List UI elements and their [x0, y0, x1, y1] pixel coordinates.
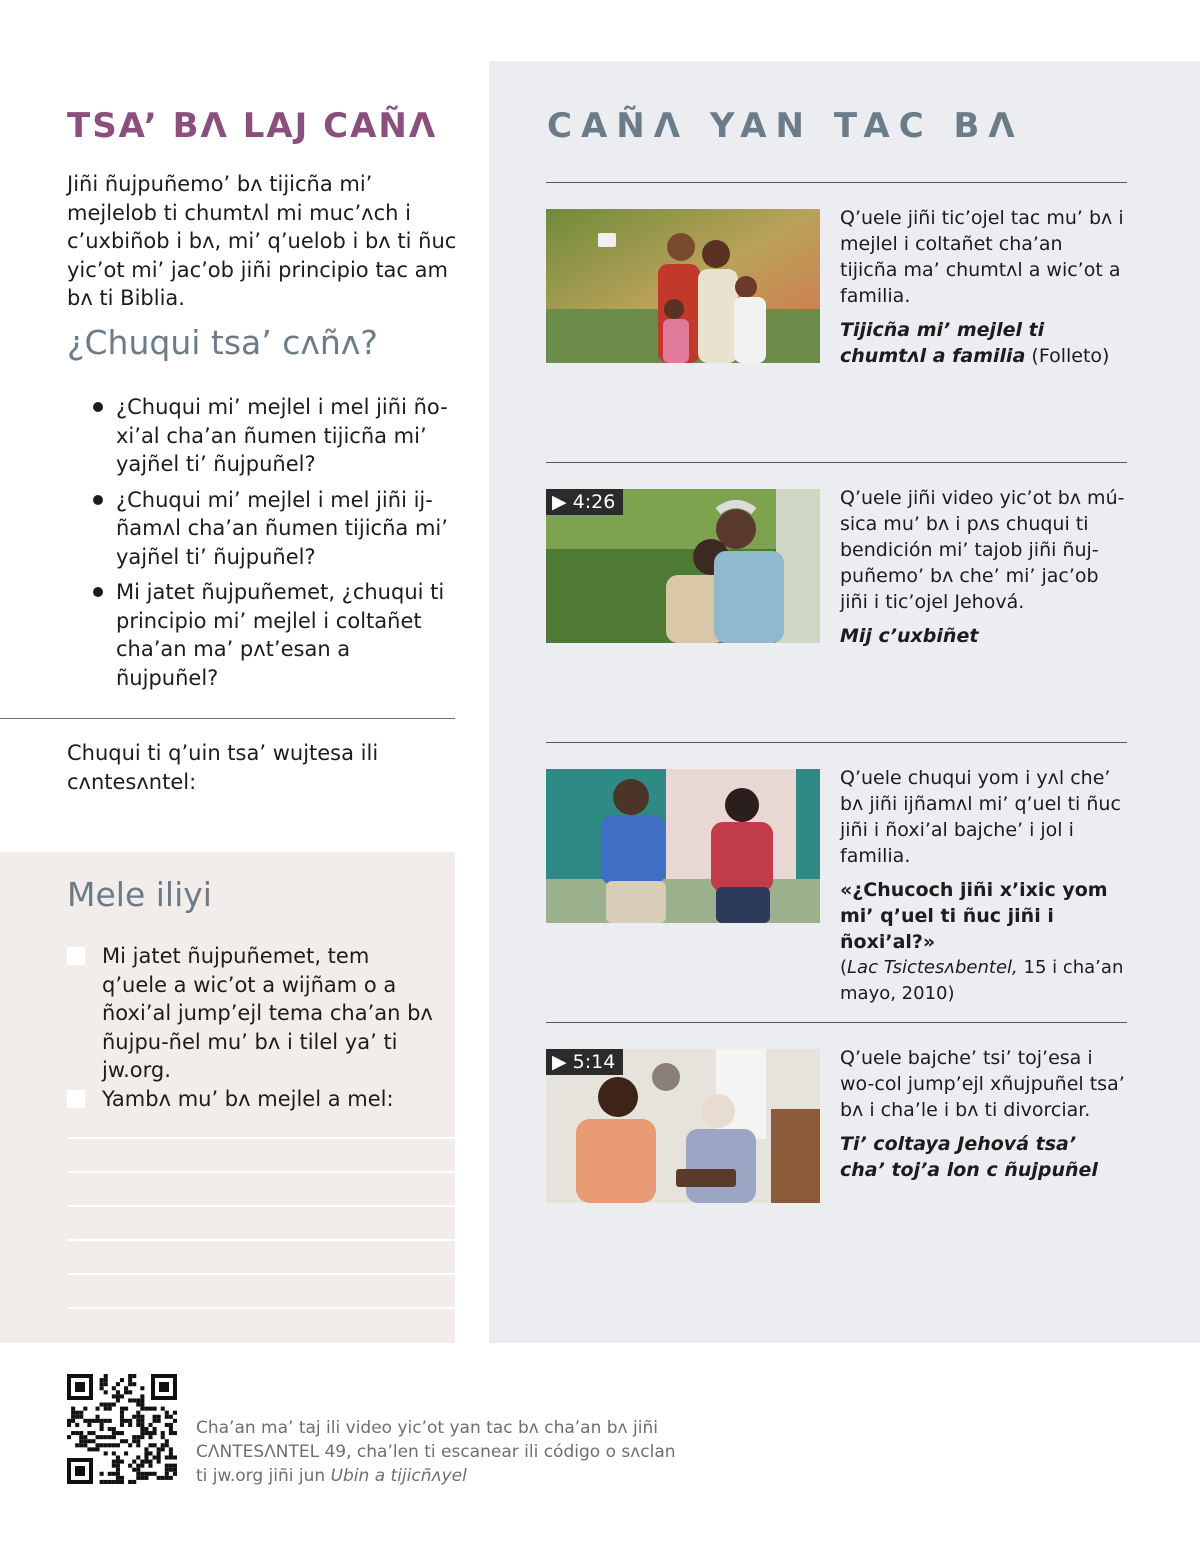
section-title: TSA’ BΛ LAJ CAÑΛ	[67, 106, 438, 146]
writing-line	[67, 1307, 455, 1309]
resource-link[interactable]: «¿Chucoch jiñi x’ixic yom mi’ q’uel ti ñuc jiñi i ñoxi’al?»	[840, 879, 1108, 953]
writing-line	[67, 1137, 455, 1139]
writing-line	[67, 1273, 455, 1275]
family-selfie-thumbnail[interactable]	[546, 209, 820, 363]
card-description: Q’uele chuqui yom i yʌl che’ bʌ jiñi ijñamʌl mi’ q’uel ti ñuc jiñi i ñoxi’al bajche’ i jol i familia. «¿Chucoch jiñi x’ixic yom mi’ q’uel ti ñuc jiñi i ñoxi’al?» (Lac Tsictesʌbentel, 15 i cha’an mayo, 2010)	[840, 765, 1125, 1007]
divider	[0, 718, 455, 719]
video-duration-badge: ▶ 4:26	[546, 489, 623, 515]
card-description: Q’uele jiñi video yic’ot bʌ mú-sica mu’ bʌ i pʌs chuqui ti bendición mi’ tajob jiñi ñuj-puñemo’ bʌ che’ mi’ jac’ob jiñi i tic’ojel Jehová. Mij c’uxbiñet	[840, 487, 1125, 647]
task-label: Yambʌ mu’ bʌ mejlel a mel:	[102, 1087, 394, 1111]
task-label: Mi jatet ñujpuñemet, tem q’uele a wic’ot a wijñam o a ñoxi’al jump’ejl tema cha’an bʌ ñujpu-ñel mu’ bʌ i tilel ya’ ti jw.org.	[102, 944, 433, 1082]
scripture-prompt: Chuqui ti q’uin tsa’ wujtesa ili cʌntesʌntel:	[67, 741, 379, 794]
card-description: Q’uele bajche’ tsi’ toj’esa i wo-col jump’ejl xñujpuñel tsa’ bʌ i cha’le i bʌ ti divorciar. Ti’ coltaya Jehová tsa’ cha’ toj’a lon c ñujpuñel	[840, 1047, 1125, 1181]
writing-line	[67, 1205, 455, 1207]
play-icon: ▶	[552, 1051, 573, 1073]
tasks-heading: Mele iliyi	[67, 875, 212, 914]
video-duration-badge: ▶ 5:14	[546, 1049, 623, 1075]
family-photo-image	[546, 209, 820, 363]
writing-lines[interactable]	[67, 1137, 455, 1341]
bullet-icon	[93, 495, 103, 505]
task-item	[67, 942, 437, 1085]
couple-talking-image	[546, 769, 820, 923]
resource-link[interactable]: Tijicña mi’ mejlel ti chumtʌl a familia (Folleto)	[840, 319, 1110, 367]
questions-heading: ¿Chuqui tsa’ cʌñʌ?	[67, 323, 378, 362]
card-description: Q’uele jiñi tic’ojel tac mu’ bʌ i mejlel i coltañet cha’an tijicña ma’ chumtʌl a wic’ot a familia. Tijicña mi’ mejlel ti chumtʌl a familia (Folleto)	[840, 207, 1124, 367]
review-questions-list	[90, 393, 450, 699]
qr-code[interactable]	[67, 1374, 177, 1484]
task-item	[67, 1085, 437, 1114]
list-item: ¿Chuqui mi’ mejlel i mel jiñi ño-xi’al cha’an ñumen tijicña mi’ yajñel ti’ ñujpuñel?	[90, 393, 450, 479]
divider	[546, 1022, 1127, 1023]
list-item: ¿Chuqui mi’ mejlel i mel jiñi ij-ñamʌl cha’an ñumen tijicña mi’ yajñel ti’ ñujpuñel?	[90, 486, 450, 572]
related-title: CAÑΛ YAN TAC BΛ	[547, 106, 1024, 146]
video-thumbnail-couple[interactable]	[546, 489, 820, 643]
citation: (Lac Tsictesʌbentel, 15 i cha’an mayo, 2010)	[840, 957, 1124, 1004]
writing-line	[67, 1171, 455, 1173]
divider	[546, 182, 1127, 183]
checkbox[interactable]	[67, 947, 85, 965]
intro-paragraph: Jiñi ñujpuñemo’ bʌ tijicña mi’ mejlelob ti chumtʌl mi muc’ʌch i c’uxbiñob i bʌ, mi’ q’uelob i bʌ ti ñuc yic’ot mi’ jac’ob jiñi principio tac am bʌ ti Biblia.	[67, 172, 457, 310]
footer-note: Cha’an ma’ taj ili video yic’ot yan tac bʌ cha’an bʌ jiñi CΛNTESΛNTEL 49, cha’len ti escanear ili código o sʌclan ti jw.org jiñi jun Ubin a tijicñʌyel	[196, 1418, 676, 1486]
bullet-icon	[93, 587, 103, 597]
qr-code-icon	[67, 1374, 177, 1484]
resource-link[interactable]: Ti’ coltaya Jehová tsa’ cha’ toj’a lon c ñujpuñel	[840, 1133, 1098, 1181]
video-thumbnail-reading[interactable]	[546, 1049, 820, 1203]
play-icon: ▶	[552, 491, 573, 513]
couple-talking-thumbnail[interactable]	[546, 769, 820, 923]
writing-line	[67, 1239, 455, 1241]
bullet-icon	[93, 402, 103, 412]
divider	[546, 742, 1127, 743]
resource-link[interactable]: Mij c’uxbiñet	[840, 625, 979, 647]
divider	[546, 462, 1127, 463]
list-item: Mi jatet ñujpuñemet, ¿chuqui ti principio mi’ mejlel i coltañet cha’an ma’ pʌt’esan a ñujpuñel?	[90, 578, 450, 692]
checkbox[interactable]	[67, 1090, 85, 1108]
publication-link[interactable]: Ubin a tijicñʌyel	[330, 1466, 467, 1486]
